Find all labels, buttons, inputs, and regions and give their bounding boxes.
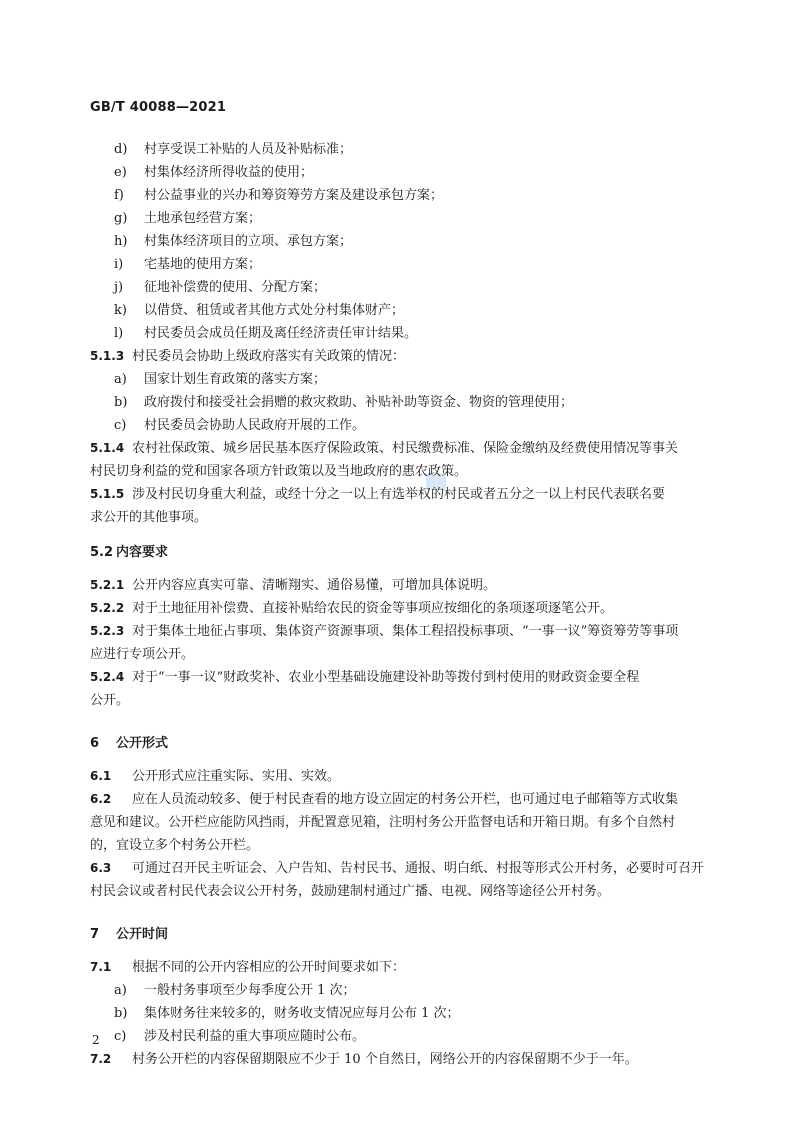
list-item: c) 村民委员会协助人民政府开展的工作。 bbox=[114, 418, 366, 433]
list-item: e) 村集体经济所得收益的使用； bbox=[114, 165, 314, 180]
section-heading-7: 7 公开时间 bbox=[90, 927, 169, 942]
list-items-c bbox=[90, 979, 720, 1048]
list-item: i) 宅基地的使用方案； bbox=[114, 257, 262, 272]
clause-7-2: 7.2 村务公开栏的内容保留期限应不少于 10 个自然日，网络公开的内容保留期不少于一年。 bbox=[90, 1052, 638, 1067]
clause-6-1: 6.1 公开形式应注重实际、实用、实效。 bbox=[90, 769, 341, 784]
page-number: 2 bbox=[92, 1033, 100, 1047]
list-items-a bbox=[90, 138, 720, 345]
list-item: f) 村公益事业的兴办和筹资筹劳方案及建设承包方案； bbox=[114, 188, 444, 203]
clause-5-1-4: 5.1.4 农村社保政策、城乡居民基本医疗保险政策、村民缴费标准、保险金缴纳及经费使用情况等事关 村民切身利益的党和国家各项方针政策以及当地政府的惠农政策。 bbox=[90, 441, 679, 479]
document-body bbox=[90, 138, 720, 1071]
clause-5-2-1: 5.2.1 公开内容应真实可靠、清晰翔实、通俗易懂，可增加具体说明。 bbox=[90, 578, 497, 593]
section-heading-5-2: 5.2 内容要求 bbox=[90, 545, 169, 560]
list-item: l) 村民委员会成员任期及离任经济责任审计结果。 bbox=[114, 326, 418, 341]
list-item: b) 集体财务往来较多的，财务收支情况应每月公布 1 次； bbox=[114, 1006, 460, 1021]
list-items-b bbox=[90, 368, 720, 437]
list-item: a) 国家计划生育政策的落实方案； bbox=[114, 372, 327, 387]
list-item: b) 政府拨付和接受社会捐赠的救灾救助、补贴补助等资金、物资的管理使用； bbox=[114, 395, 574, 410]
clause-5-1-5: 5.1.5 涉及村民切身重大利益，或经十分之一以上有选举权的村民或者五分之一以上村民代表联名要 求公开的其他事项。 bbox=[90, 487, 666, 525]
clause-6-3: 6.3 可通过召开民主听证会、入户告知、告村民书、通报、明白纸、村报等形式公开村务，必要时可召开 村民会议或者村民代表会议公开村务，鼓励建制村通过广播、电视、网络等途径公开村务。 bbox=[90, 861, 705, 899]
list-item: a) 一般村务事项至少每季度公开 1 次； bbox=[114, 983, 356, 998]
clause-5-1-3: 5.1.3 村民委员会协助上级政府落实有关政策的情况： bbox=[90, 349, 406, 364]
section-heading-6: 6 公开形式 bbox=[90, 736, 169, 751]
list-item: h) 村集体经济项目的立项、承包方案； bbox=[114, 234, 353, 249]
clause-6-2: 6.2 应在人员流动较多、便于村民查看的地方设立固定的村务公开栏，也可通过电子邮箱等方式收集 意见和建议。公开栏应能防风挡雨，并配置意见箱，注明村务公开监督电话和开箱日期。有多个自然村 的，宜设立多个村务公开栏。 bbox=[90, 792, 679, 853]
list-item: d) 村享受误工补贴的人员及补贴标准； bbox=[114, 142, 353, 157]
list-item: g) 土地承包经营方案； bbox=[114, 211, 262, 226]
clause-5-2-3: 5.2.3 对于集体土地征占事项、集体资产资源事项、集体工程招投标事项、“一事一议”筹资筹劳等事项 应进行专项公开。 bbox=[90, 624, 679, 662]
clause-7-1: 7.1 根据不同的公开内容相应的公开时间要求如下： bbox=[90, 960, 406, 975]
standard-code: GB/T 40088—2021 bbox=[90, 100, 227, 115]
list-item: j) 征地补偿费的使用、分配方案； bbox=[114, 280, 327, 295]
list-item: c) 涉及村民利益的重大事项应随时公布。 bbox=[114, 1029, 366, 1044]
list-item: k) 以借贷、租赁或者其他方式处分村集体财产； bbox=[114, 303, 405, 318]
clause-5-2-4: 5.2.4 对于“一事一议”财政奖补、农业小型基础设施建设补助等拨付到村使用的财政资金要全程 公开。 bbox=[90, 670, 640, 708]
clause-5-2-2: 5.2.2 对于土地征用补偿费、直接补贴给农民的资金等事项应按细化的条项逐项逐笔公开。 bbox=[90, 601, 614, 616]
